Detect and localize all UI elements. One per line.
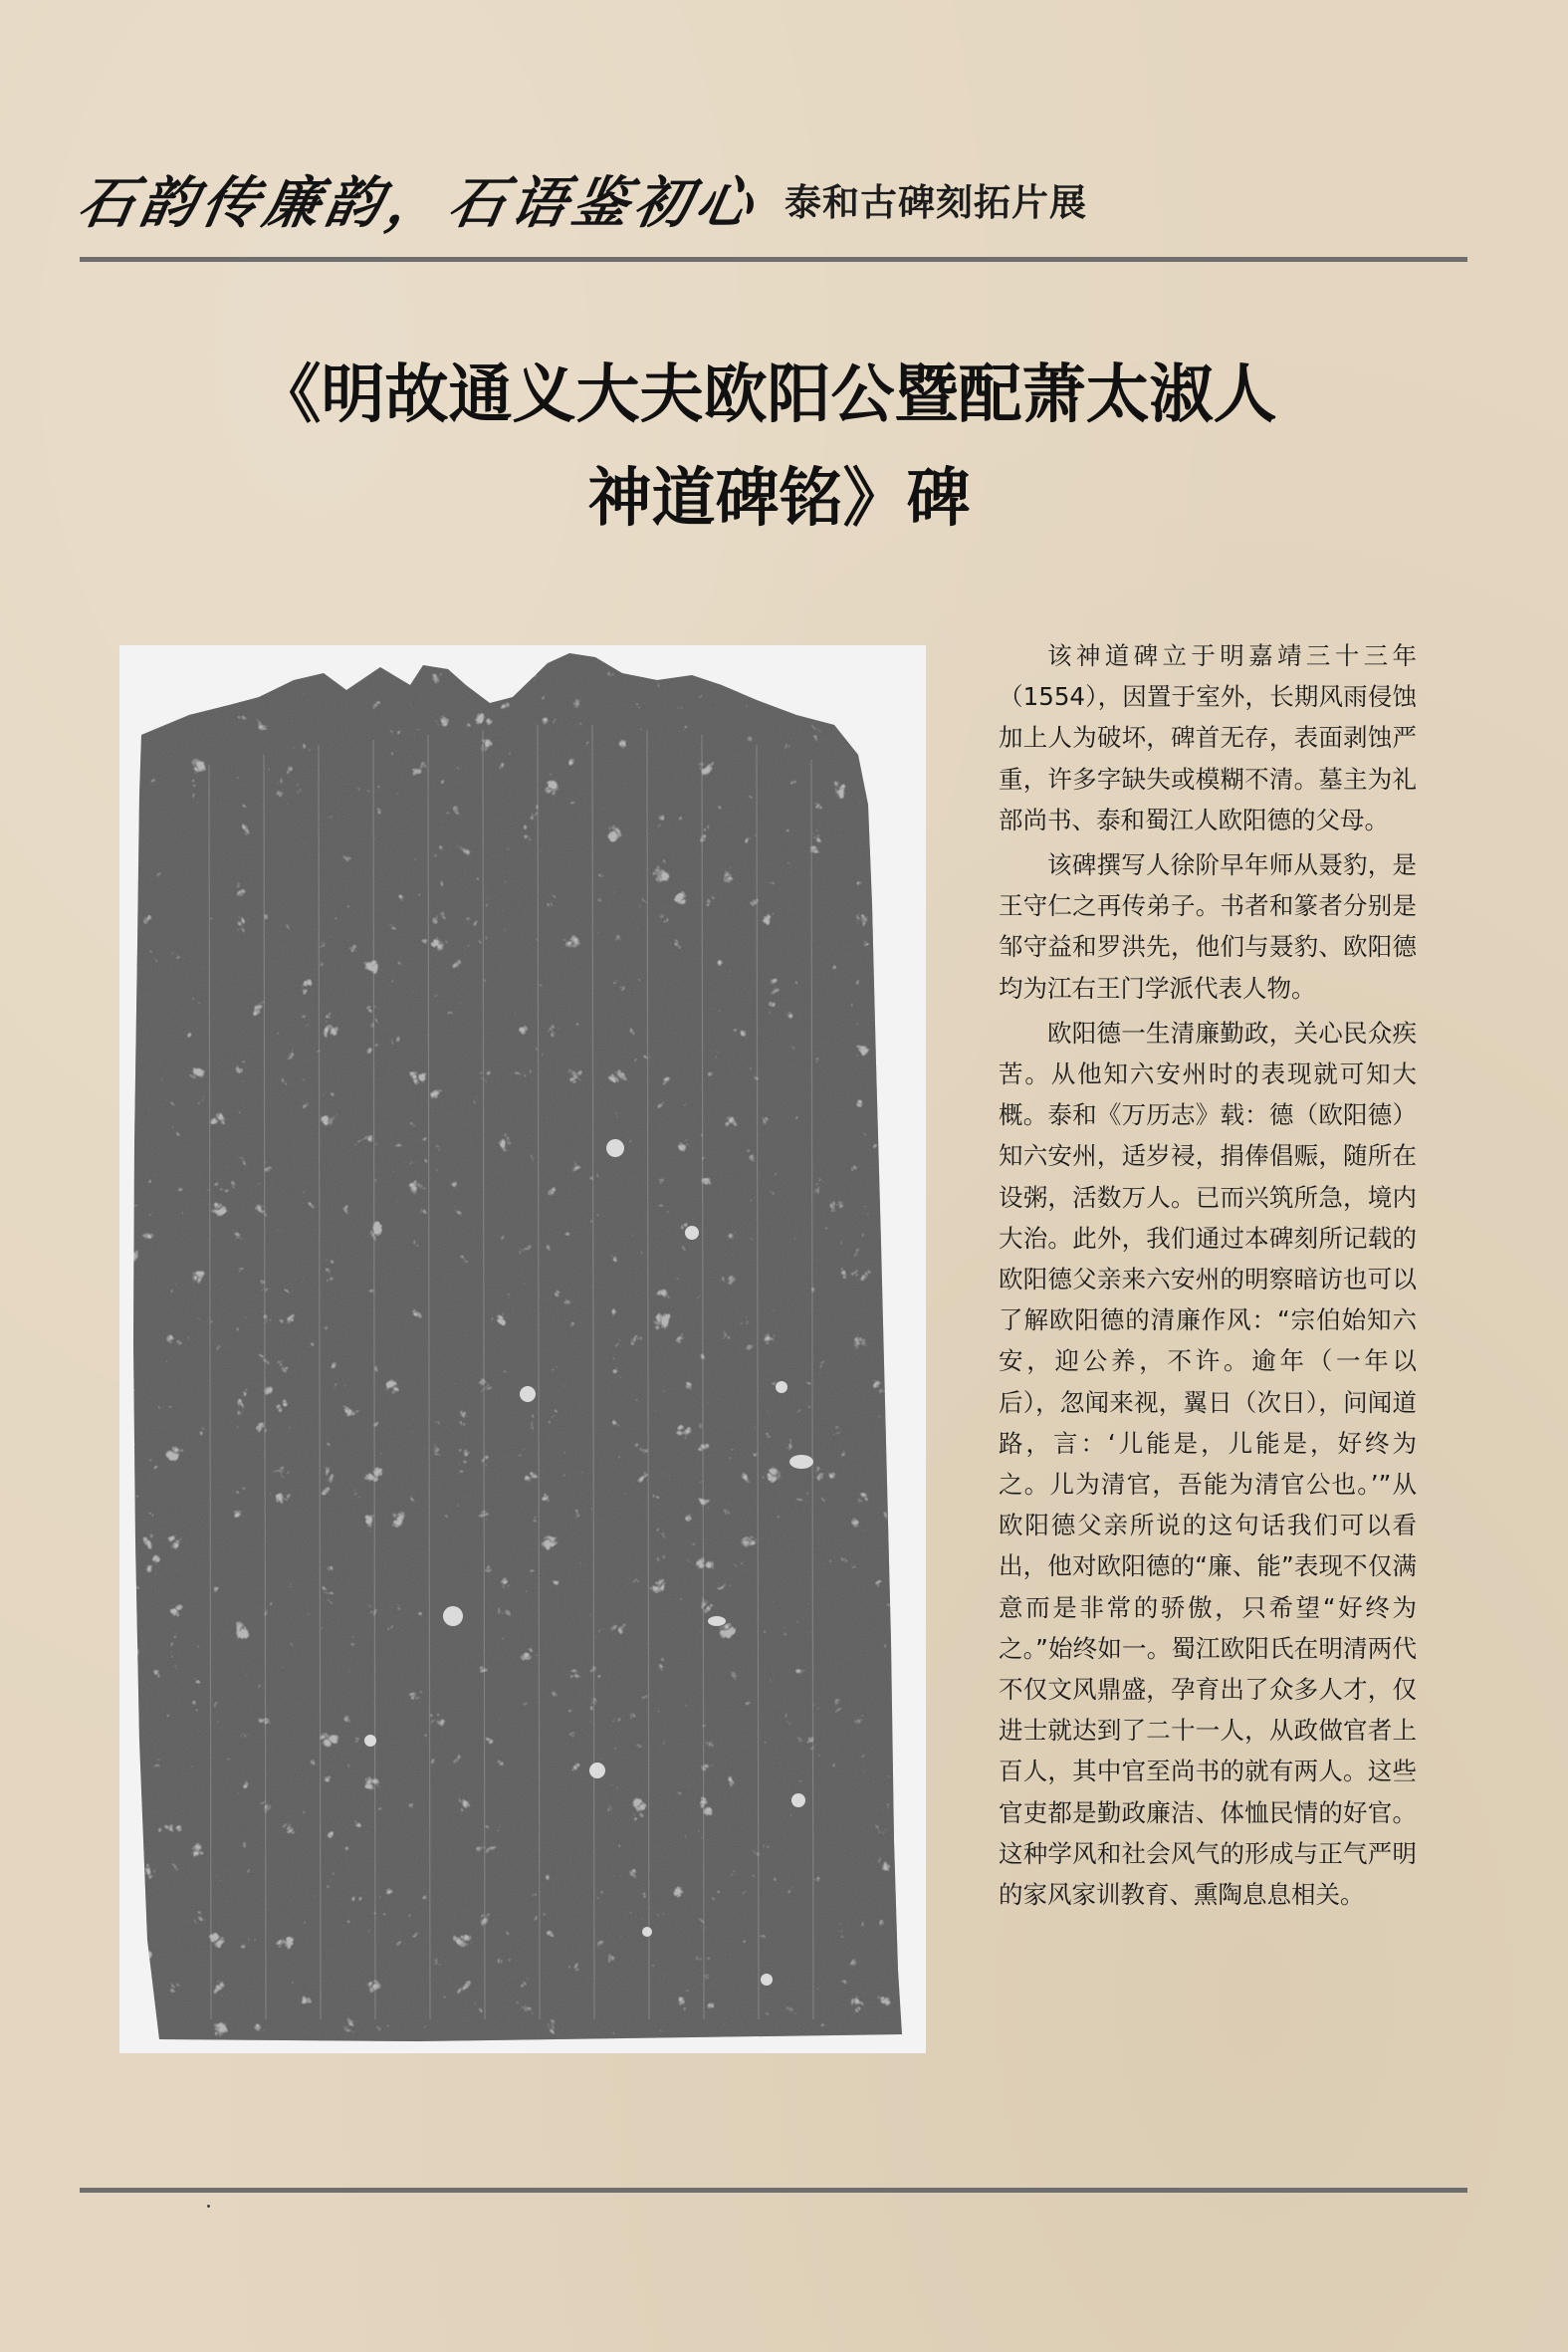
description-text xyxy=(999,635,1417,1919)
calligraphy-slogan: 石韵传廉韵，石语鉴初心 xyxy=(73,170,765,236)
title-line-1: 《明故通义大夫欧阳公暨配萧太淑人 xyxy=(257,358,1277,432)
paragraph-3: 欧阳德一生清廉勤政，关心民众疾苦。从他知六安州时的表现就可知大概。泰和《万历志》载：德（欧阳德）知六安州，适岁祲，捐俸倡赈，随所在设粥，活数万人。已而兴筑所急，境内大治。此外，我们通过本碑刻所记载的欧阳德父亲来六安州的明察暗访也可以了解欧阳德的清廉作风：“宗伯始知六安，迎公养，不许。逾年（一年以后），忽闻来视，翼日（次日），问闻道路，言：‘儿能是，儿能是，好终为之。儿为清官，吾能为清官公也。’”从欧阳德父亲所说的这句话我们可以看出，他对欧阳德的“廉、能”表现不仅满意而是非常的骄傲，只希望“好终为之。”始终如一。蜀江欧阳氏在明清两代不仅文风鼎盛，孕育出了众多人才，仅进士就达到了二十一人，从政做官者上百人，其中官至尚书的就有两人。这些官吏都是勤政廉洁、体恤民情的好官。这种学风和社会风气的形成与正气严明的家风家训教育、熏陶息息相关。 xyxy=(999,1018,1417,1910)
page-title xyxy=(0,344,1568,551)
bottom-divider xyxy=(80,2188,1467,2193)
exhibition-header xyxy=(73,159,1087,239)
exhibition-name: 泰和古碑刻拓片展 xyxy=(784,181,1087,224)
paragraph-1: 该神道碑立于明嘉靖三十三年（1554），因置于室外，长期风雨侵蚀加上人为破坏，碑首无存，表面剥蚀严重，许多字缺失或模糊不清。墓主为礼部尚书、泰和蜀江人欧阳德的父母。 xyxy=(999,641,1417,834)
paper-speck xyxy=(207,2205,210,2208)
title-line-2: 神道碑铭》碑 xyxy=(587,462,971,536)
paragraph-2: 该碑撰写人徐阶早年师从聂豹，是王守仁之再传弟子。书者和篆者分别是邹守益和罗洪先，他们与聂豹、欧阳德均为江右王门学派代表人物。 xyxy=(999,850,1417,1003)
rubbing-illustration xyxy=(119,645,926,2053)
stele-rubbing-image xyxy=(119,645,926,2053)
top-divider xyxy=(80,257,1467,262)
